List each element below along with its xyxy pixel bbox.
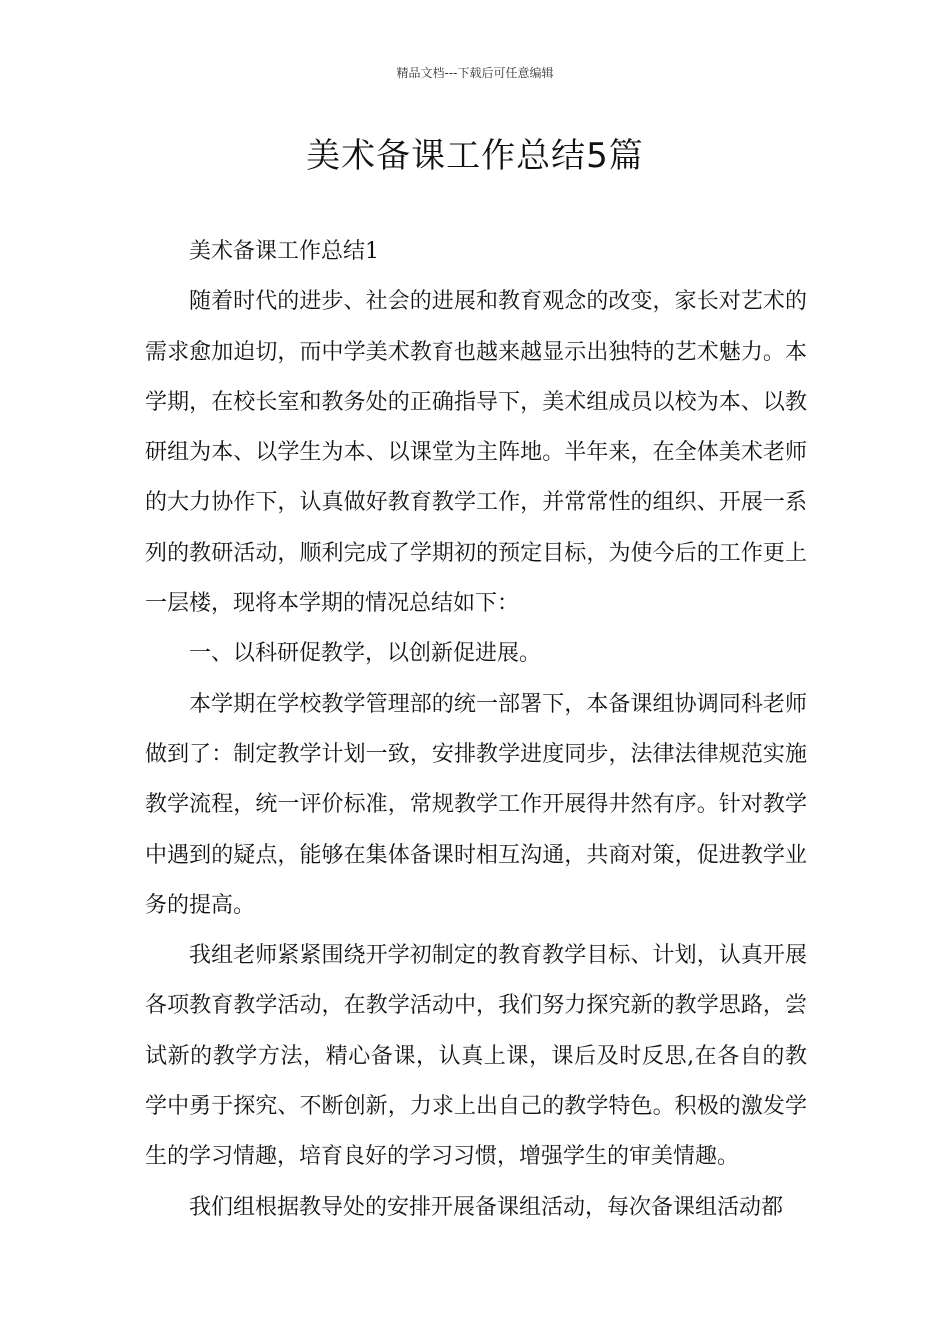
paragraph-intro: 随着时代的进步、社会的进展和教育观念的改变，家长对艺术的需求愈加迫切，而中学美术教育也越来越显示出独特的艺术魅力。本学期，在校长室和教务处的正确指导下，美术组成员以校为本、以教研组为本、以学生为本、以课堂为主阵地。半年来，在全体美术老师的大力协作下，认真做好教育教学工作，并常常性的组织、开展一系列的教研活动，顺利完成了学期初的预定目标，为使今后的工作更上一层楼，现将本学期的情况总结如下：: [145, 289, 807, 617]
paragraph-subheading: 一、以科研促教学，以创新促进展。: [189, 641, 542, 667]
paragraph-activities: 我们组根据教导处的安排开展备课组活动，每次备课组活动都: [189, 1194, 784, 1220]
section-heading: 美术备课工作总结1: [189, 239, 379, 264]
document-title: 美术备课工作总结5篇: [306, 136, 644, 176]
document-body: [145, 227, 807, 1233]
paragraph-teaching: 我组老师紧紧围绕开学初制定的教育教学目标、计划，认真开展各项教育教学活动，在教学活动中，我们努力探究新的教学思路，尝试新的教学方法，精心备课，认真上课，课后及时反思,在各自的教学中勇于探究、不断创新，力求上出自己的教学特色。积极的激发学生的学习情趣，培育良好的学习习惯，增强学生的审美情趣。: [145, 943, 807, 1170]
paragraph-planning: 本学期在学校教学管理部的统一部署下，本备课组协调同科老师做到了：制定教学计划一致，安排教学进度同步，法律法律规范实施教学流程，统一评价标准，常规教学工作开展得井然有序。针对教学中遇到的疑点，能够在集体备课时相互沟通，共商对策，促进教学业务的提高。: [145, 691, 807, 918]
header-note: 精品文档---下载后可任意编辑: [396, 66, 554, 80]
